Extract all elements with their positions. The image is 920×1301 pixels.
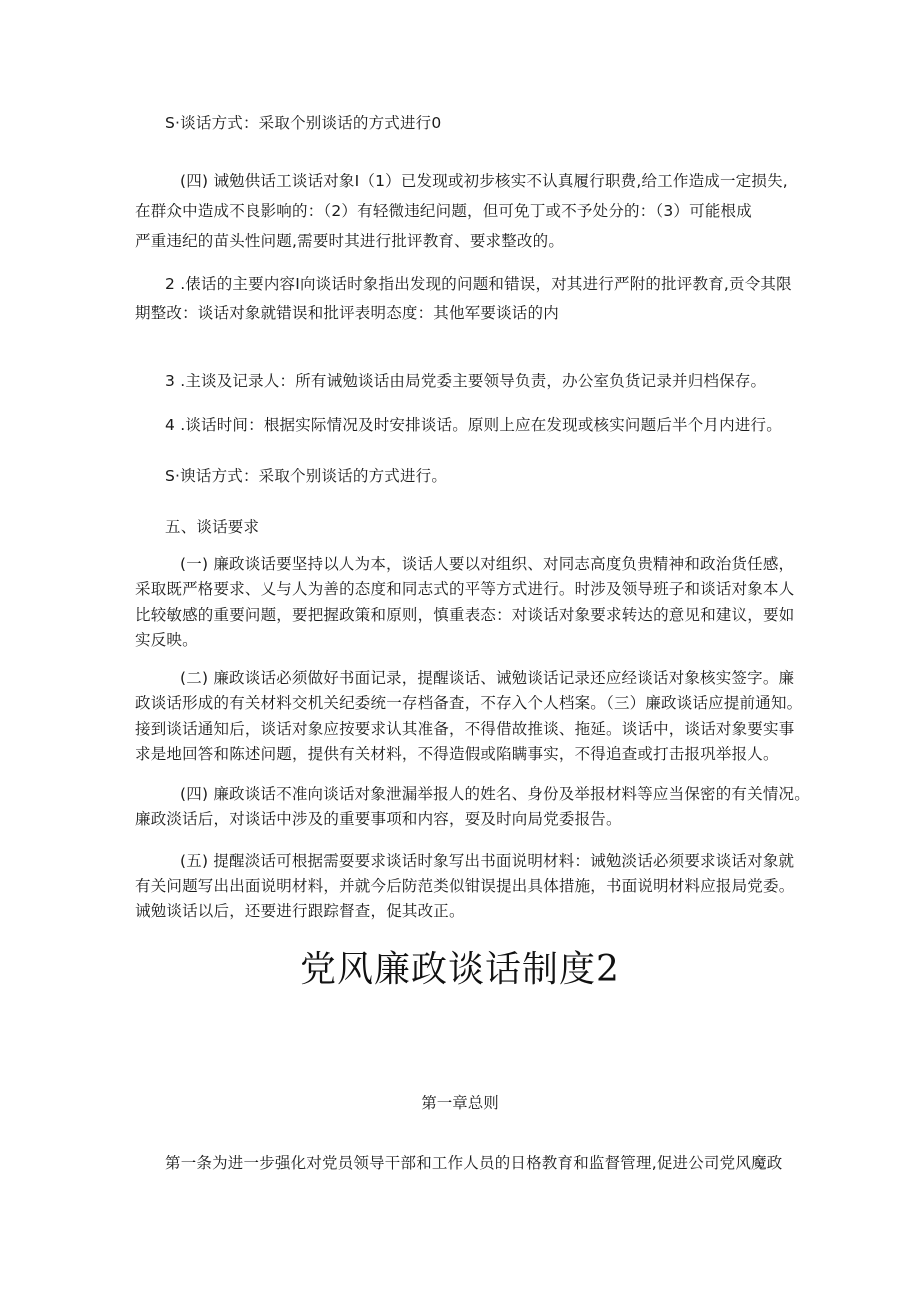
- requirement-4-line-2: 廉政淡话后，对谈话中涉及的重要事项和内容，耍及时向局党委报告。: [135, 810, 622, 828]
- requirement-1-line-3: 比较敏感的重要问题，要把握政策和原则，慎重表态：对谈话对象要求转达的意见和建议，要如: [135, 606, 795, 624]
- requirement-1-line-2: 采取既严格要求、乂与人为善的态度和同志式的平等方式进行。时涉及领导班子和谈话对象本人: [135, 580, 795, 598]
- document-title: 党风廉政谈话制度2: [300, 949, 620, 990]
- item-2-line-2: 期整改：谈话对象就错误和批评表明态度：其他军要谈话的内: [135, 304, 559, 322]
- article-1-line: 第一条为进一步强化对党员领导干部和工作人员的日格教育和监督管理,促进公司党风魔政: [165, 1154, 783, 1172]
- requirement-4-line-1: (四) 廉政谈话不准向谈话对象泄漏举报人的姓名、身份及举报材料等应当保密的有关情况。: [180, 785, 810, 803]
- paragraph-4-line-2: 在群众中造成不良影响的：（2）有轻微违纪问题，但可免丁或不予处分的：（3）可能根成: [135, 202, 752, 220]
- item-5-line: S·谀话方式：采取个别谈话的方式进行。: [165, 467, 448, 485]
- item-4-line: 4 .谈话时间：根据实际情况及时安排谈话。原则上应在发现或核实问题后半个月内进行。: [165, 416, 782, 434]
- item-3-line: 3 .主谈及记录人：所有诫勉谈话由局党委主要领导负责，办公室负货记录并归档保存。: [165, 372, 767, 390]
- requirement-5-line-3: 诫勉谈话以后，还要进行跟踪督查，促其改正。: [135, 902, 465, 920]
- paragraph-4-line-3: 严重违纪的苗头性问题,需要时其进行批评教育、要求整改的。: [135, 232, 565, 250]
- requirement-5-line-1: (五) 提醒淡话可根据需耍要求谈话时象写出书面说明材料：诫勉淡话必须要求谈话对象就: [180, 852, 795, 870]
- requirement-1-line-4: 实反映。: [135, 631, 198, 649]
- requirement-5-line-2: 有关问题写出出面说明材料，并就今后防范类似钳误提出具体措施，书面说明材料应报局党委。: [135, 877, 795, 895]
- requirement-2-line-4: 求是地回答和陈述问题，提供有关材料，不得造假或陷瞒事实，不得追查或打击报巩举报人。: [135, 745, 779, 763]
- section-5-heading: 五、谈话要求: [165, 518, 260, 536]
- item-2-line-1: 2 .俵话的主要内容I向谈话时象指出发现的问题和错误，对其进行严附的批评教育,贡令其限: [165, 275, 792, 293]
- talk-method-line: S·谈话方式：采取个别谈话的方式进行0: [165, 114, 442, 132]
- requirement-1-line-1: (一) 廉政谈话要坚持以人为本，谈话人要以对组织、对同志高度负贵精神和政治货任感，: [180, 555, 795, 573]
- requirement-2-line-3: 接到谈话通知后，谈话对象应按要求认其准备，不得借故推谈、拖延。谈话中，谈话对象要实事: [135, 720, 795, 738]
- requirement-2-line-2: 政谈话形成的有关材料交机关纪委统一存档备査，不存入个人档案。（三）廉政谈话应提前通知。: [135, 694, 803, 712]
- paragraph-4-line-1: (四) 诫勉供话工谈话对象I（1）已发现或初步核实不认真履行职费,给工作造成一定损失,: [180, 172, 788, 190]
- chapter-heading: 第一章总则: [421, 1094, 499, 1112]
- requirement-2-line-1: (二) 廉政谈话必须做好书面记录，提醒谈话、诫勉谈话记录还应经谈话对象核实签字。廉: [180, 669, 795, 687]
